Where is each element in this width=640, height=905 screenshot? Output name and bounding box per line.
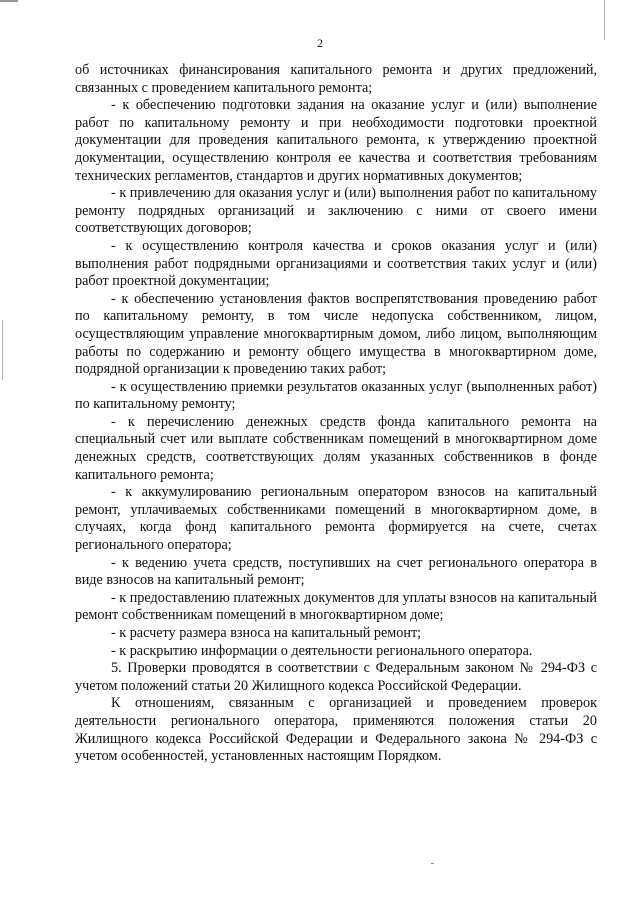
scan-artifact	[0, 0, 18, 2]
page-number: 2	[317, 36, 323, 50]
paragraph: - к обеспечению подготовки задания на оказание услуг и (или) выполнение работ по капитальному ремонту и при необходимости подготовки проектной документации для проведения капитального ремонта, к утверждению проектной документации, осуществлению контроля ее качества и соответствия требованиям технических регламентов, стандартов и других нормативных документов;	[75, 97, 597, 184]
scan-artifact	[431, 863, 434, 864]
paragraph: - к раскрытию информации о деятельности регионального оператора.	[111, 642, 533, 659]
paragraph: - к осуществлению контроля качества и сроков оказания услуг и (или) выполнения работ подрядными организациями и соответствия таких услуг и (или) работ проектной документации;	[75, 237, 597, 290]
paragraph: К отношениям, связанным с организацией и проведением проверок деятельности регионального оператора, применяются положения статьи 20 Жилищного кодекса Российской Федерации и Федерального закона № 294-ФЗ с учетом особенностей, установленных настоящим Порядком.	[75, 695, 597, 765]
paragraph: - к ведению учета средств, поступивших на счет регионального оператора в виде взносов на капитальный ремонт;	[75, 554, 597, 589]
paragraph: - к предоставлению платежных документов для уплаты взносов на капитальный ремонт собственникам помещений в многоквартирном доме;	[75, 589, 597, 624]
document-body	[75, 62, 597, 766]
paragraph: - к осуществлению приемки результатов оказанных услуг (выполненных работ) по капитальному ремонту;	[75, 378, 597, 413]
scan-artifact	[2, 320, 3, 380]
scan-artifact	[604, 0, 605, 40]
paragraph: - к расчету размера взноса на капитальный ремонт;	[111, 625, 422, 641]
paragraph: - к привлечению для оказания услуг и (или) выполнения работ по капитальному ремонту подрядных организаций и заключению с ними от своего имени соответствующих договоров;	[75, 185, 597, 237]
paragraph: - к обеспечению установления фактов воспрепятствования проведению работ по капитальному ремонту, в том числе недопуска собственником, лицом, осуществляющим управление многоквартирным домом, либо лицом, выполняющим работы по содержанию и ремонту общего имущества в многоквартирном доме, подрядной организации к проведению таких работ;	[75, 290, 597, 378]
paragraph: об источниках финансирования капитального ремонта и других предложений, связанных с проведением капитального ремонта;	[75, 62, 597, 96]
paragraph: 5. Проверки проводятся в соответствии с Федеральным законом № 294-ФЗ с учетом положений статьи 20 Жилищного кодекса Российской Федерации.	[75, 660, 597, 694]
paragraph: - к аккумулированию региональным оператором взносов на капитальный ремонт, уплачиваемых собственниками помещений в многоквартирном доме, в случаях, когда фонд капитального ремонта формируется на счете, счетах регионального оператора;	[75, 484, 597, 554]
paragraph: - к перечислению денежных средств фонда капитального ремонта на специальный счет или выплате собственникам помещений в многоквартирном доме денежных средств, соответствующих долям указанных собственников в фонде капитального ремонта;	[75, 413, 597, 483]
